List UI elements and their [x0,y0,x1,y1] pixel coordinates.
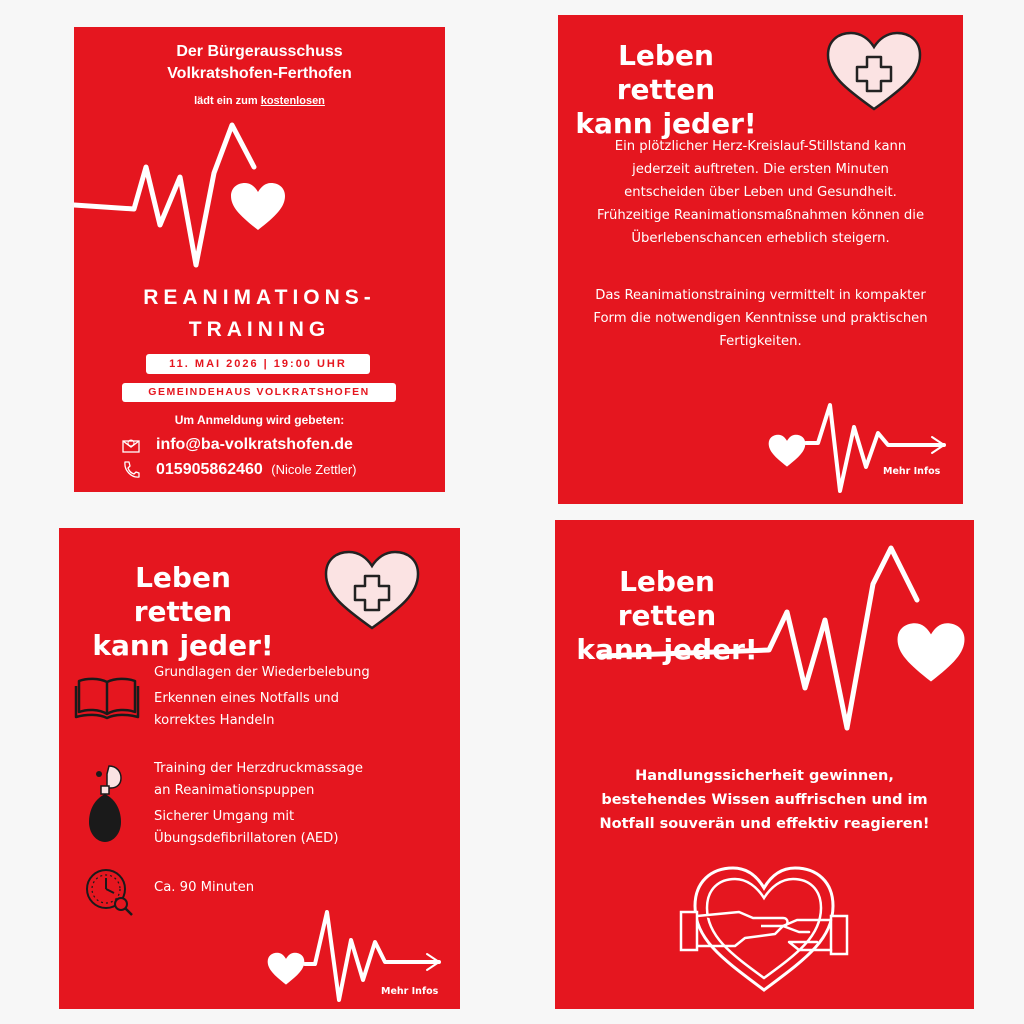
topic-item: korrektes Handeln [154,713,275,728]
phone-icon [122,461,140,479]
heart-icon [267,952,305,986]
title-line-2: kann jeder! [92,629,274,662]
topic-item: Übungsdefibrillatoren (AED) [154,831,339,846]
message-line: bestehendes Wissen auffrischen und im [601,792,928,808]
topic-item: Sicherer Umgang mit [154,809,295,824]
intro-line: Ein plötzlicher Herz-Kreislauf-Stillstand kann [614,139,907,154]
message-line: Handlungssicherheit gewinnen, [635,768,894,784]
title-line-1: Leben retten [133,561,233,628]
intro-line: Frühzeitige Reanimationsmaßnahmen können die [596,208,925,223]
training-title-line-2: TRAINING [188,318,331,341]
heartbeat-arrow-graphic [59,528,460,1009]
topic-item: Erkennen eines Notfalls und [154,691,340,706]
training-title-line-1: REANIMATIONS- [143,286,376,309]
heartbeat-arrow-graphic [558,15,963,504]
more-info-link[interactable]: Mehr Infos [883,466,941,477]
flyer-invitation-panel [74,27,445,492]
title-line-1: Leben retten [617,565,717,632]
topic-item: an Reanimationspuppen [154,783,315,798]
motivation-panel [555,520,974,1009]
contact-email[interactable]: info@ba-volkratshofen.de [156,436,353,453]
duration-text: Ca. 90 Minuten [154,880,255,895]
registration-note: Um Anmeldung wird gebeten: [174,413,345,427]
intro-line: jederzeit auftreten. Die ersten Minuten [632,162,889,177]
contact-phone-row [156,461,356,479]
motivation-message [555,764,974,836]
info-panel-content [59,528,460,1009]
organizer-line-2: Volkratshofen-Ferthofen [167,65,352,82]
training-title [74,282,445,346]
topic-item: Grundlagen der Wiederbelebung [154,665,370,680]
training-line: Form die notwendigen Kenntnisse und praktischen [593,311,928,326]
info-panel-about [558,15,963,504]
invitation-prefix: lädt ein zum [194,95,261,107]
venue-badge: GEMEINDEHAUS VOLKRATSHOFEN [122,383,396,402]
training-line: Das Reanimationstraining vermittelt in kompakter [595,288,926,303]
heart-icon [896,622,966,684]
envelope-icon [122,437,140,453]
more-info-link[interactable]: Mehr Infos [381,986,439,997]
intro-line: Überlebenschancen erheblich steigern. [631,231,890,246]
training-line: Fertigkeiten. [719,334,802,349]
title-line-1: Leben retten [616,39,716,106]
date-time-badge: 11. MAI 2026 | 19:00 UHR [146,354,370,374]
heart-handshake-icon [679,860,849,1000]
invitation-free-text: kostenlosen [260,95,325,107]
contact-name: (Nicole Zettler) [271,462,357,477]
title-line-2: kann jeder! [576,633,758,666]
title-line-2: kann jeder! [575,107,757,140]
message-line: Notfall souverän und effektiv reagieren! [599,816,930,832]
intro-line: entscheiden über Leben und Gesundheit. [624,185,897,200]
organizer-line-1: Der Bürgerausschuss [176,43,343,60]
heart-icon [230,182,286,232]
contact-phone[interactable]: 015905862460 [156,461,263,478]
topic-item: Training der Herzdruckmassage [154,761,363,776]
heart-icon [768,434,806,468]
